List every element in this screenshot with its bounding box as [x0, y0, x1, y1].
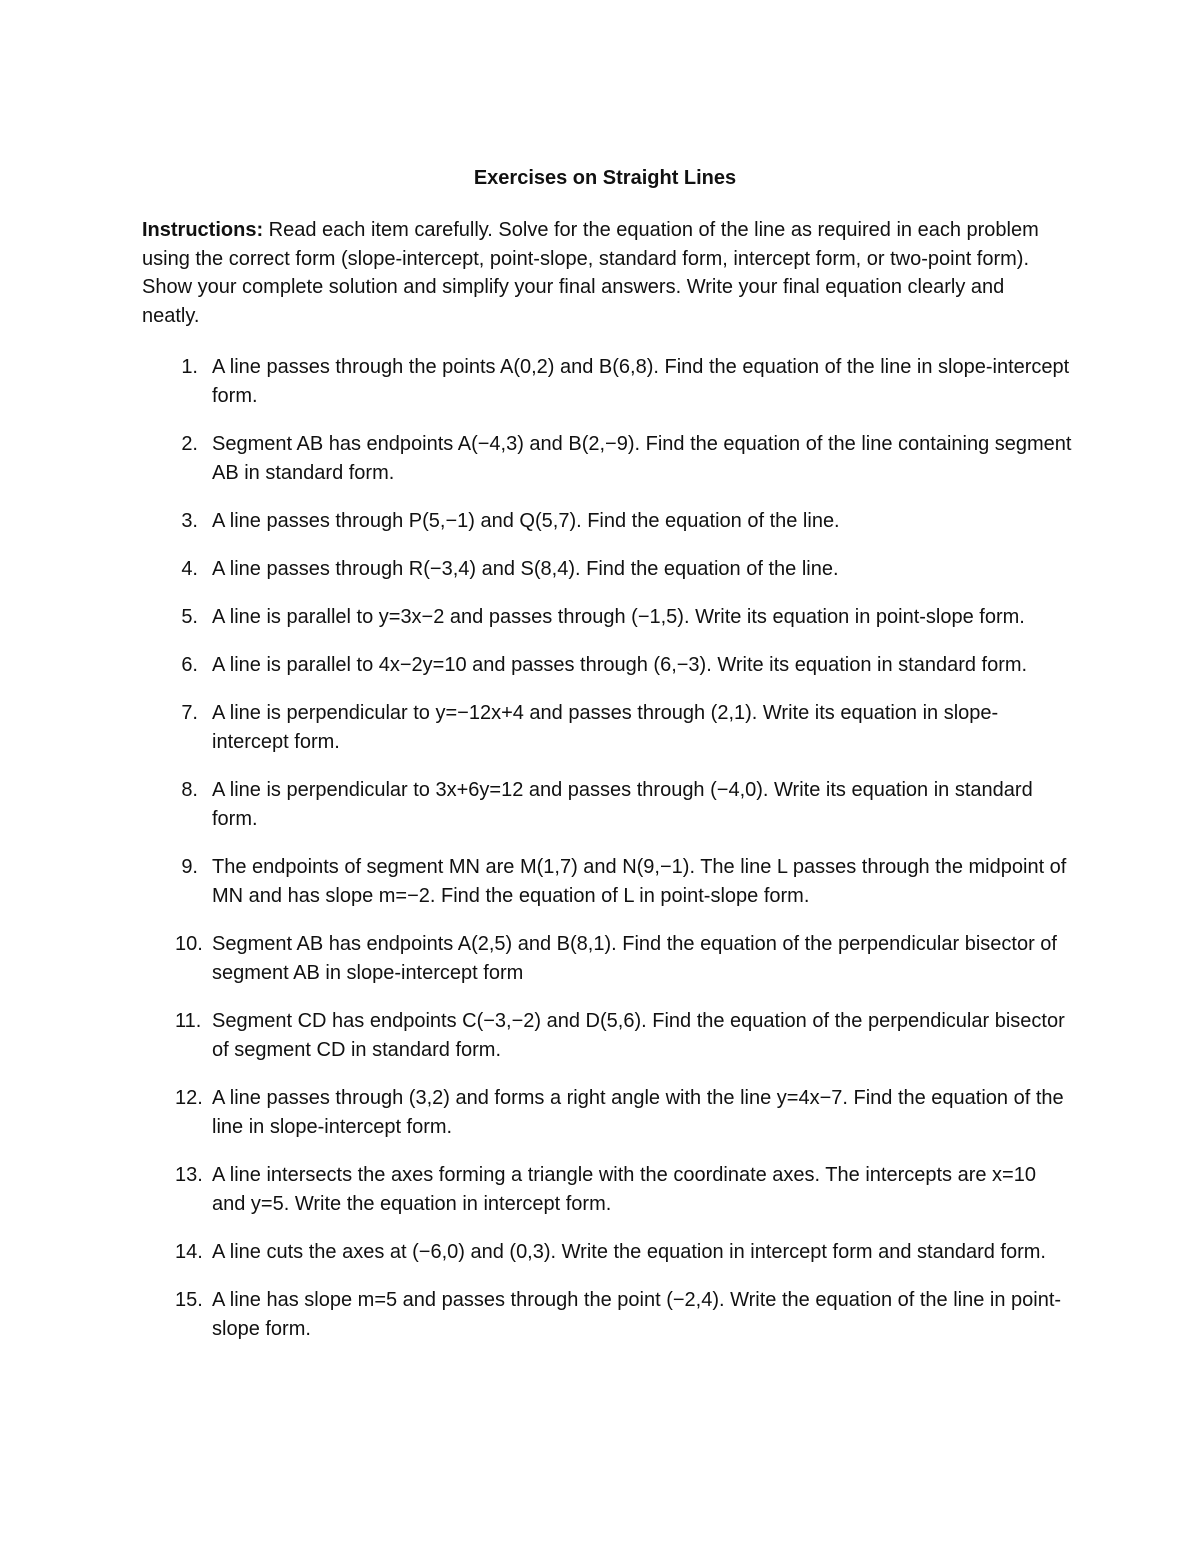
instructions-paragraph	[142, 216, 1062, 330]
exercise-text: A line cuts the axes at (−6,0) and (0,3). Write the equation in intercept form and standard form.	[212, 1241, 1046, 1263]
exercise-text: A line passes through R(−3,4) and S(8,4). Find the equation of the line.	[212, 558, 839, 580]
exercise-text: A line intersects the axes forming a triangle with the coordinate axes. The intercepts are x=10 and y=5. Write the equation in intercept form.	[212, 1164, 1036, 1215]
exercise-item-13	[142, 1161, 1072, 1219]
exercise-item-6	[142, 651, 1072, 680]
exercise-text: A line passes through P(5,−1) and Q(5,7). Find the equation of the line.	[212, 510, 840, 532]
exercise-text: A line passes through the points A(0,2) and B(6,8). Find the equation of the line in slope-intercept form.	[212, 356, 1070, 407]
exercise-number: 2.	[181, 433, 198, 455]
page-title: Exercises on Straight Lines	[473, 167, 737, 189]
exercise-number: 11.	[175, 1010, 202, 1032]
exercise-text: Segment CD has endpoints C(−3,−2) and D(5,6). Find the equation of the perpendicular bisector of segment CD in standard form.	[212, 1010, 1065, 1061]
exercise-list	[142, 353, 1072, 1363]
exercise-item-1	[142, 353, 1072, 411]
exercise-number: 1.	[181, 356, 198, 378]
exercise-number: 5.	[181, 606, 198, 628]
exercise-item-7	[142, 699, 1072, 757]
instructions-label: Instructions:	[142, 219, 264, 241]
exercise-text: A line is parallel to y=3x−2 and passes through (−1,5). Write its equation in point-slope form.	[212, 606, 1025, 628]
exercise-item-3	[142, 507, 1072, 536]
exercise-item-15	[142, 1286, 1072, 1344]
exercise-item-8	[142, 776, 1072, 834]
exercise-number: 7.	[181, 702, 198, 724]
exercise-text: A line passes through (3,2) and forms a right angle with the line y=4x−7. Find the equation of the line in slope-intercept form.	[212, 1087, 1064, 1138]
instructions-text: Read each item carefully. Solve for the equation of the line as required in each problem using the correct form (slope-intercept, point-slope, standard form, intercept form, or two-point form). Show your complete solution and simplify your final answers. Write your final equation clearly and neatly.	[142, 219, 1039, 327]
exercise-text: Segment AB has endpoints A(−4,3) and B(2,−9). Find the equation of the line containing segment AB in standard form.	[212, 433, 1072, 484]
exercise-number: 6.	[181, 654, 198, 676]
exercise-number: 8.	[181, 779, 198, 801]
exercise-item-4	[142, 555, 1072, 584]
exercise-number: 14.	[175, 1241, 203, 1263]
exercise-item-14	[142, 1238, 1072, 1267]
exercise-item-9	[142, 853, 1072, 911]
exercise-item-5	[142, 603, 1072, 632]
exercise-text: A line is parallel to 4x−2y=10 and passes through (6,−3). Write its equation in standard form.	[212, 654, 1028, 676]
exercise-number: 4.	[181, 558, 198, 580]
exercise-number: 3.	[181, 510, 198, 532]
exercise-number: 9.	[181, 856, 198, 878]
exercise-number: 15.	[175, 1289, 203, 1311]
exercise-number: 12.	[175, 1087, 203, 1109]
exercise-number: 13.	[175, 1164, 203, 1186]
exercise-item-12	[142, 1084, 1072, 1142]
exercise-item-10	[142, 930, 1072, 988]
exercise-number: 10.	[175, 933, 203, 955]
exercise-text: A line is perpendicular to y=−12x+4 and passes through (2,1). Write its equation in slope-intercept form.	[212, 702, 999, 753]
exercise-item-2	[142, 430, 1072, 488]
exercise-text: Segment AB has endpoints A(2,5) and B(8,1). Find the equation of the perpendicular bisector of segment AB in slope-intercept form	[212, 933, 1057, 984]
exercise-item-11	[142, 1007, 1072, 1065]
exercise-text: The endpoints of segment MN are M(1,7) and N(9,−1). The line L passes through the midpoint of MN and has slope m=−2. Find the equation of L in point-slope form.	[212, 856, 1067, 907]
exercise-text: A line is perpendicular to 3x+6y=12 and passes through (−4,0). Write its equation in standard form.	[212, 779, 1033, 830]
exercise-text: A line has slope m=5 and passes through the point (−2,4). Write the equation of the line in point-slope form.	[212, 1289, 1062, 1340]
